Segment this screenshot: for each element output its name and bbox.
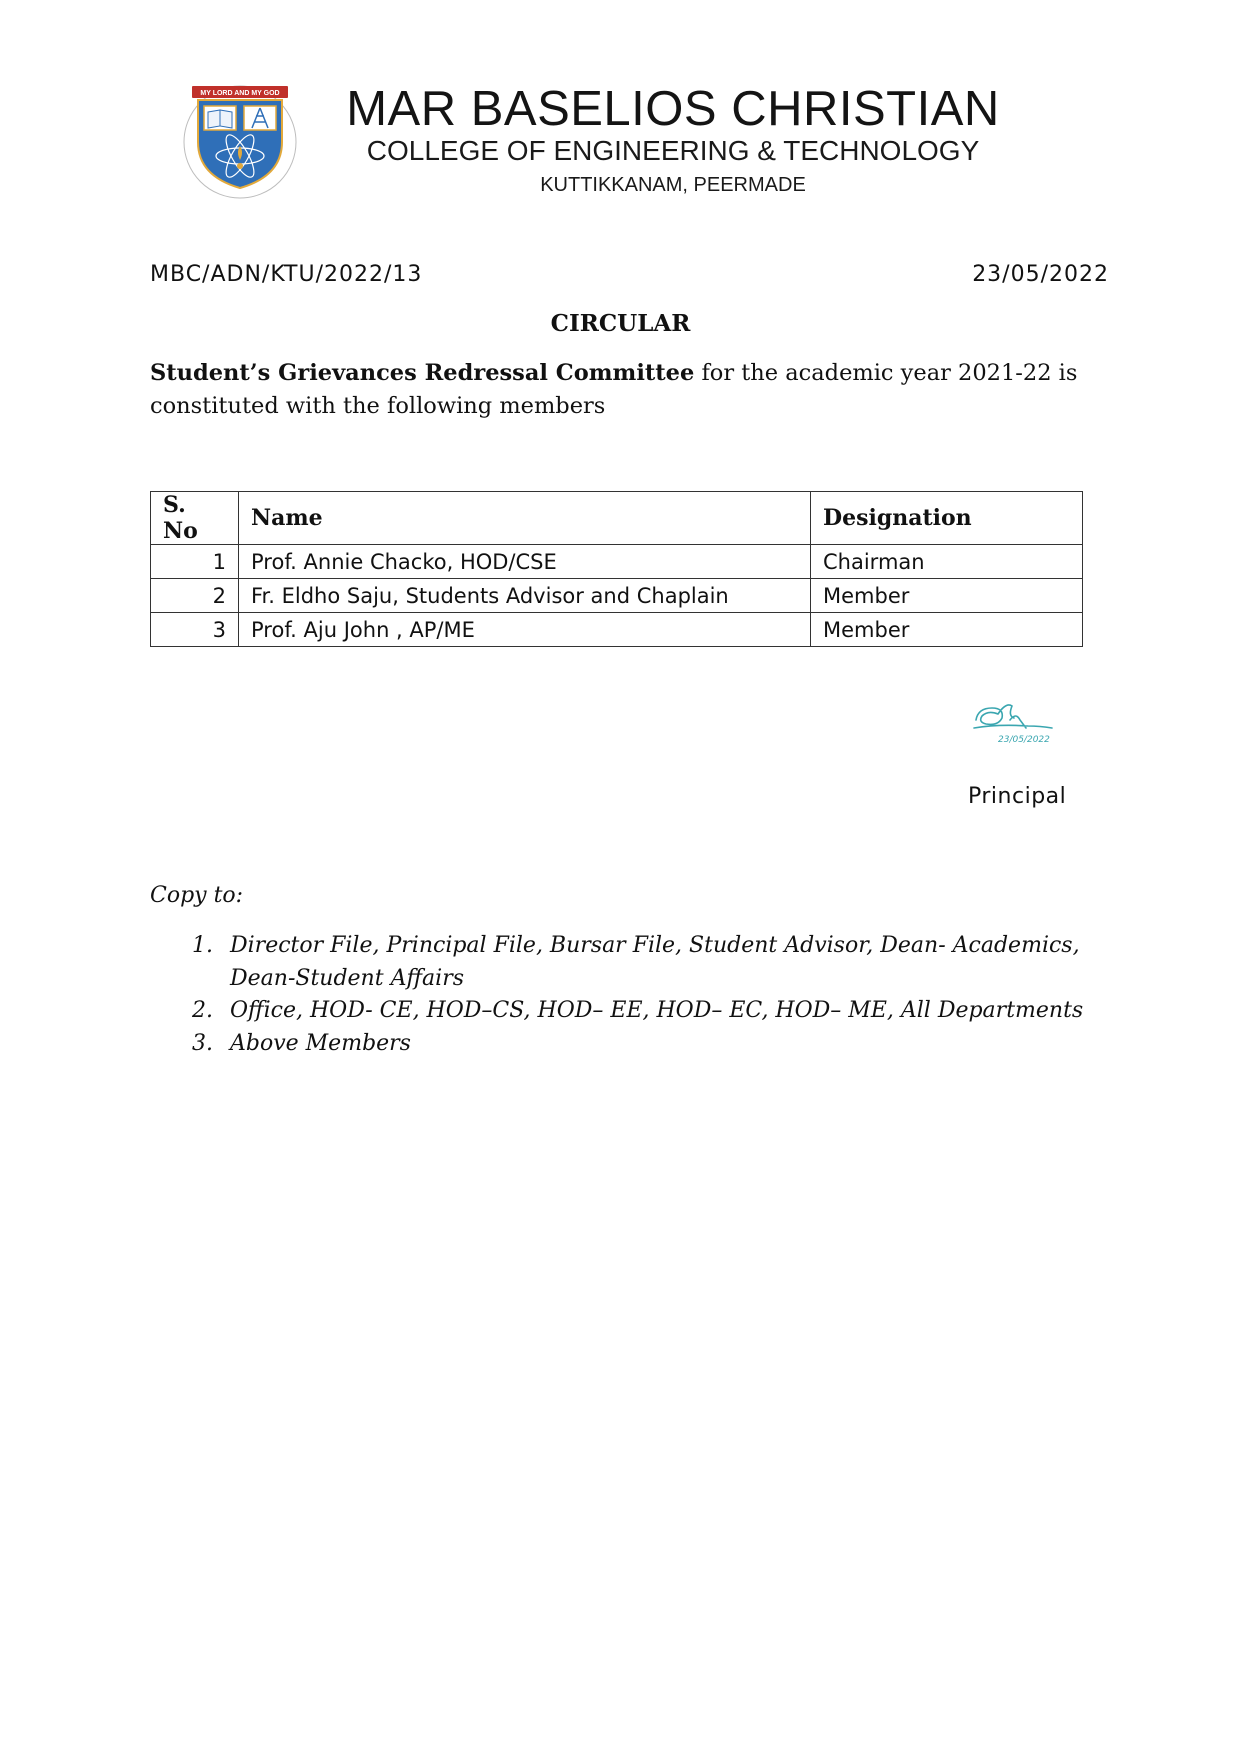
college-subtitle: COLLEGE OF ENGINEERING & TECHNOLOGY	[366, 135, 980, 166]
row-sno: 3	[151, 613, 239, 647]
row-designation: Member	[811, 613, 1083, 647]
circular-date: 23/05/2022	[972, 262, 1109, 287]
list-number: 2.	[192, 998, 213, 1023]
college-logo	[178, 80, 302, 200]
copy-to-label: Copy to:	[150, 883, 244, 908]
header-sno: S. No	[151, 492, 239, 545]
list-number: 1.	[192, 933, 213, 958]
header-designation: Designation	[811, 492, 1083, 545]
intro-paragraph	[150, 357, 1130, 423]
svg-text:MY LORD AND MY GOD: MY LORD AND MY GOD	[200, 90, 280, 97]
row-designation: Member	[811, 579, 1083, 613]
reference-number: MBC/ADN/KTU/2022/13	[150, 262, 423, 287]
copy-to-list	[192, 930, 1092, 1060]
list-text: Director File, Principal File, Bursar File, Student Advisor, Dean- Academics, Dean-Student Affairs	[230, 933, 1080, 991]
row-name: Prof. Aju John , AP/ME	[239, 613, 811, 647]
row-sno: 1	[151, 545, 239, 579]
table-row	[151, 579, 1083, 613]
circular-title: CIRCULAR	[550, 310, 691, 337]
row-designation: Chairman	[811, 545, 1083, 579]
letterhead	[178, 80, 1048, 205]
row-name: Fr. Eldho Saju, Students Advisor and Chaplain	[239, 579, 811, 613]
list-text: Office, HOD- CE, HOD–CS, HOD– EE, HOD– EC, HOD– ME, All Departments	[230, 998, 1084, 1023]
list-item	[192, 1028, 1092, 1061]
intro-rest: for the academic year 2021-22 is constituted with the following members	[150, 360, 1078, 419]
college-location: KUTTIKKANAM, PEERMADE	[540, 174, 806, 196]
list-number: 3.	[192, 1030, 213, 1056]
list-item	[192, 930, 1092, 995]
list-item	[192, 995, 1092, 1028]
table-row	[151, 613, 1083, 647]
svg-text:23/05/2022: 23/05/2022	[998, 735, 1050, 745]
table-header-row	[151, 492, 1083, 545]
table-row	[151, 545, 1083, 579]
header-name: Name	[239, 492, 811, 545]
list-text: Above Members	[230, 1030, 411, 1056]
committee-name: Student’s Grievances Redressal Committee	[150, 360, 695, 386]
college-name: MAR BASELIOS CHRISTIAN	[346, 82, 1000, 136]
signatory-title: Principal	[968, 784, 1067, 809]
principal-signature	[968, 698, 1058, 746]
members-table	[150, 491, 1083, 647]
row-name: Prof. Annie Chacko, HOD/CSE	[239, 545, 811, 579]
row-sno: 2	[151, 579, 239, 613]
